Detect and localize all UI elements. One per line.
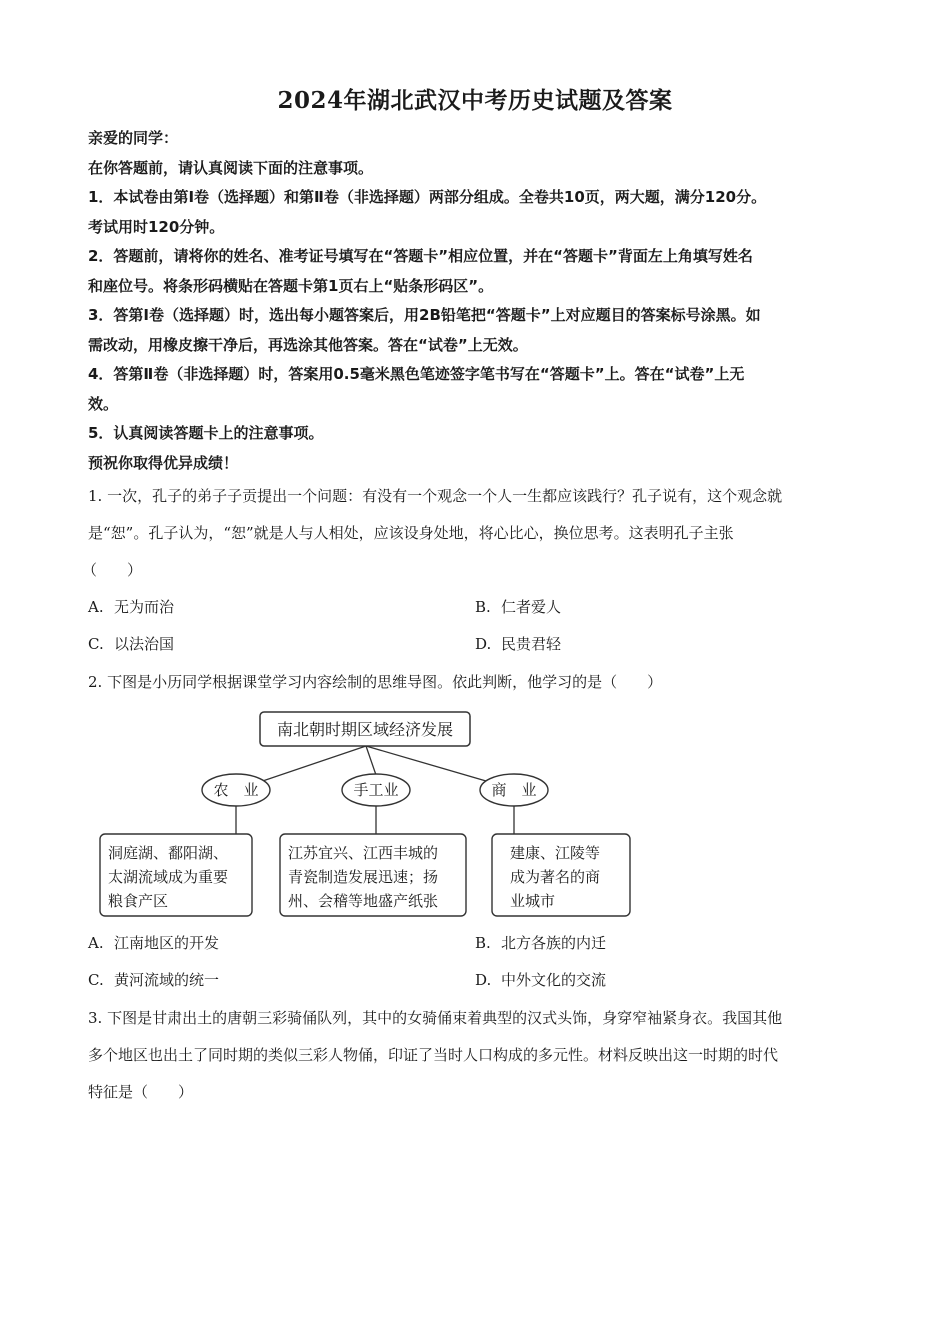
mind-map-detail-line: 江苏宜兴、江西丰城的	[288, 844, 439, 862]
mind-map-detail-line: 洞庭湖、鄱阳湖、	[108, 844, 229, 862]
mind-map-node-label: 手工业	[353, 781, 399, 799]
mind-map-detail-line: 青瓷制造发展迅速；扬	[288, 868, 439, 886]
mind-map-detail-line: 成为著名的商	[510, 868, 601, 886]
question-3-stem	[88, 1000, 873, 1111]
option-letter: A.	[88, 934, 104, 952]
document-title: 2024年湖北武汉中考历史试题及答案	[277, 87, 673, 114]
question-2-option-b[interactable]	[475, 932, 606, 953]
question-1-stem	[82, 478, 873, 589]
option-letter: C.	[88, 635, 104, 653]
question-1-option-d[interactable]	[475, 633, 561, 654]
mind-map-node-label: 商 业	[491, 781, 537, 799]
option-letter: B.	[475, 934, 491, 952]
option-letter: B.	[475, 598, 491, 616]
option-text: 北方各族的内迁	[501, 934, 607, 952]
mind-map-detail-line: 太湖流域成为重要	[108, 868, 229, 886]
notice-item-4: 4．答第Ⅱ卷（非选择题）时，答案用0.5毫米黑色笔迹签字笔书写在“答题卡”上。答在“试卷”上无	[88, 365, 745, 383]
question-2-option-c[interactable]	[88, 969, 219, 990]
notice-item-1: 1．本试卷由第Ⅰ卷（选择题）和第Ⅱ卷（非选择题）两部分组成。全卷共10页，两大题，满分120分。	[88, 188, 767, 206]
option-letter: C.	[88, 971, 104, 989]
question-1-option-a[interactable]	[88, 596, 174, 617]
notice-item-4-cont: 效。	[88, 394, 119, 413]
mind-map-detail-line: 业城市	[510, 892, 556, 910]
mind-map-detail-line: 建康、江陵等	[510, 844, 601, 862]
notice-item-2: 2．答题前，请将你的姓名、准考证号填写在“答题卡”相应位置，并在“答题卡”背面左上角填写姓名	[88, 247, 753, 265]
notice-item-5: 5．认真阅读答题卡上的注意事项。	[88, 424, 324, 442]
option-letter: D.	[475, 635, 492, 653]
option-text: 中外文化的交流	[501, 971, 607, 989]
option-text: 仁者爱人	[501, 598, 562, 616]
question-1-option-b[interactable]	[475, 596, 561, 617]
option-text: 无为而治	[114, 598, 175, 616]
question-3-line: 特征是（ ）	[88, 1083, 194, 1101]
connector-line	[366, 746, 376, 775]
question-1-blank: （ ）	[82, 561, 143, 579]
mind-map-detail-line: 州、会稽等地盛产纸张	[288, 892, 439, 910]
mind-map-root: 南北朝时期区域经济发展	[276, 720, 454, 739]
option-text: 民贵君轻	[501, 635, 562, 653]
notice-item-2-cont: 和座位号。将条形码横贴在答题卡第1页右上“贴条形码区”。	[88, 276, 494, 295]
question-1-option-c[interactable]	[88, 633, 174, 654]
exam-notice	[88, 124, 868, 478]
notice-greeting: 亲爱的同学：	[88, 129, 179, 147]
notice-intro: 在你答题前，请认真阅读下面的注意事项。	[88, 158, 374, 177]
question-1-line: 1. 一次，孔子的弟子子贡提出一个问题：有没有一个观念一个人一生都应该践行？孔子说有，这个观念就	[88, 487, 783, 505]
option-letter: D.	[475, 971, 492, 989]
option-text: 黄河流域的统一	[114, 971, 220, 989]
question-2-stem	[88, 664, 873, 701]
option-text: 以法治国	[114, 635, 175, 653]
mind-map	[96, 700, 636, 922]
notice-item-3-cont: 需改动，用橡皮擦干净后，再选涂其他答案。答在“试卷”上无效。	[88, 335, 528, 354]
notice-item-3: 3．答第Ⅰ卷（选择题）时，选出每小题答案后，用2B铅笔把“答题卡”上对应题目的答案标号涂黑。如	[88, 306, 761, 324]
notice-wish: 预祝你取得优异成绩！	[88, 453, 239, 472]
question-2-option-d[interactable]	[475, 969, 606, 990]
option-text: 江南地区的开发	[114, 934, 220, 952]
question-2-line: 2. 下图是小历同学根据课堂学习内容绘制的思维导图。依此判断，他学习的是（ ）	[88, 673, 663, 691]
question-1-line: 是“恕”。孔子认为，“恕”就是人与人相处，应该设身处地，将心比心，换位思考。这表明孔子主张	[88, 524, 734, 542]
option-letter: A.	[88, 598, 104, 616]
question-3-line: 多个地区也出土了同时期的类似三彩人物俑，印证了当时人口构成的多元性。材料反映出这一时期的时代	[88, 1046, 779, 1064]
mind-map-node-label: 农 业	[213, 781, 259, 799]
notice-item-1-cont: 考试用时120分钟。	[88, 217, 225, 236]
question-2-option-a[interactable]	[88, 932, 219, 953]
question-3-line: 3. 下图是甘肃出土的唐朝三彩骑俑队列，其中的女骑俑束着典型的汉式头饰，身穿窄袖紧身衣。我国其他	[88, 1009, 783, 1027]
mind-map-detail-line: 粮食产区	[108, 892, 169, 910]
